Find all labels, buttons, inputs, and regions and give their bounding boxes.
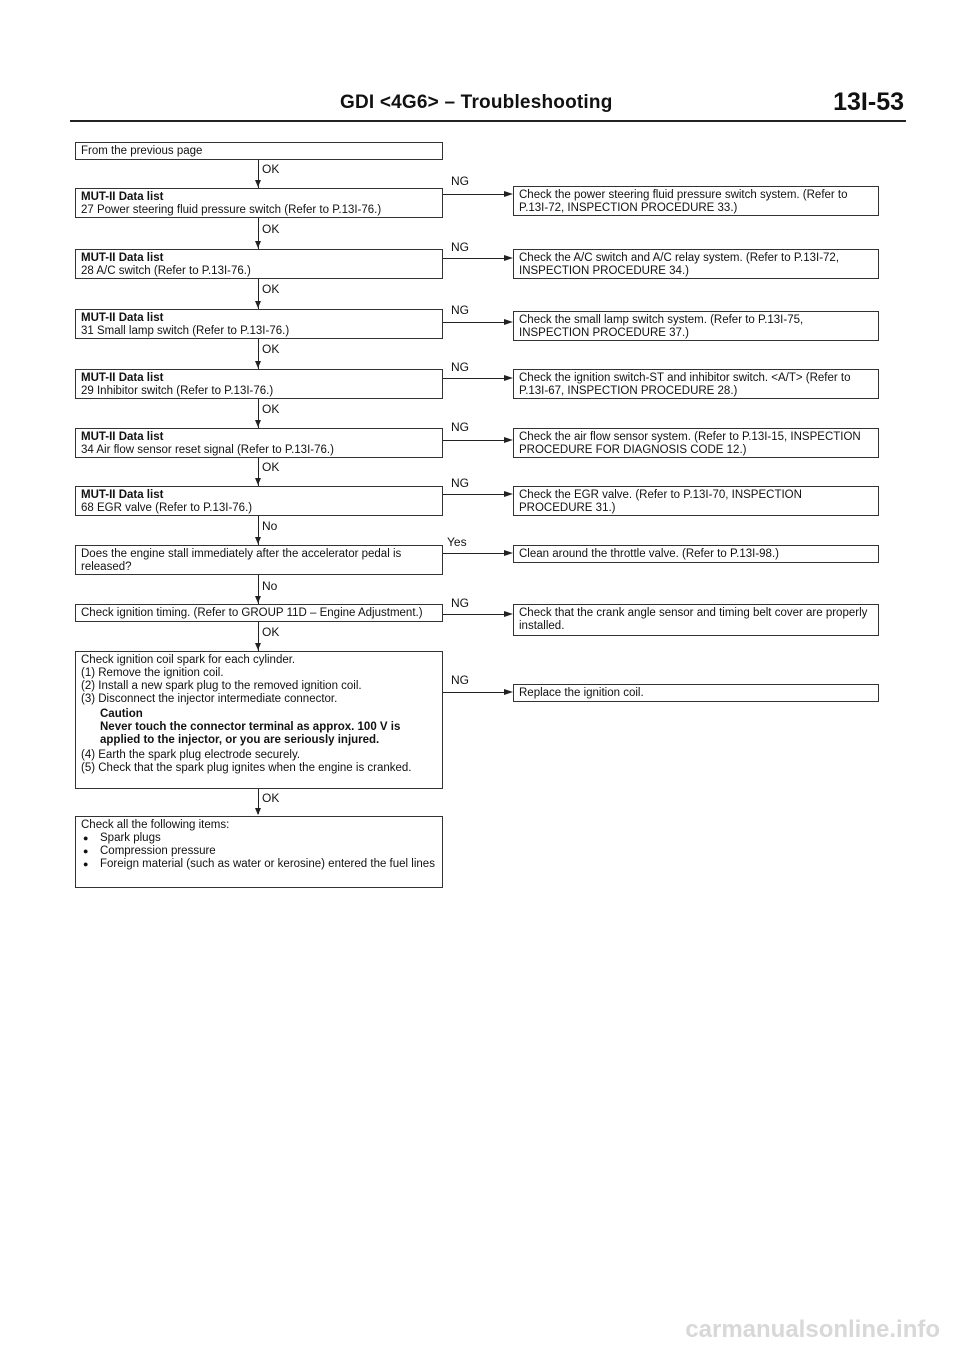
step-title-4: MUT-II Data list [81, 431, 164, 443]
result-box-7 [513, 604, 879, 636]
down-arrow-4 [255, 420, 261, 427]
ignition-check-box [75, 651, 443, 789]
step-title-5: MUT-II Data list [81, 489, 164, 501]
result-box-6 [513, 545, 879, 563]
ng-line-8 [443, 692, 505, 693]
right-arrow-5 [504, 491, 513, 497]
step-text-1: 28 A/C switch (Refer to P.13I-76.) [81, 265, 251, 277]
result-box-2 [513, 311, 879, 341]
right-arrow-7 [504, 611, 513, 617]
right-arrow-2 [504, 319, 513, 325]
down-arrow-5 [255, 478, 261, 485]
ok-label-6: No [262, 519, 278, 533]
result-box-8 [513, 684, 879, 702]
ok-label-5: OK [262, 460, 280, 474]
result-text-1: Check the A/C switch and A/C relay system. (Refer to P.13I-72, INSPECTION PROCEDURE 34.) [519, 252, 840, 277]
final-item-2: ● Foreign material (such as water or kerosine) entered the fuel lines [81, 858, 437, 871]
watermark: carmanualsonline.info [685, 1316, 940, 1343]
ok-label-4: OK [262, 402, 280, 416]
down-arrow-3 [255, 361, 261, 368]
step-box-5 [75, 486, 443, 516]
ignition-line-3: (3) Disconnect the injector intermediate connector. [81, 693, 338, 705]
result-box-3 [513, 369, 879, 399]
result-text-3: Check the ignition switch-ST and inhibitor switch. <A/T> (Refer to P.13I-67, INSPECTION PROCEDURE 28.) [519, 372, 851, 397]
step-box-7 [75, 604, 443, 622]
start-text: From the previous page [81, 145, 203, 157]
ng-line-6 [443, 553, 505, 554]
result-box-1 [513, 249, 879, 279]
down-arrow-7 [255, 596, 261, 603]
result-text-4: Check the air flow sensor system. (Refer to P.13I-15, INSPECTION PROCEDURE FOR DIAGNOSIS CODE 12.) [519, 431, 861, 456]
step-text-4: 34 Air flow sensor reset signal (Refer to P.13I-76.) [81, 444, 334, 456]
final-item-0: ● Spark plugs [81, 832, 437, 845]
result-text-2: Check the small lamp switch system. (Refer to P.13I-75, INSPECTION PROCEDURE 37.) [519, 314, 804, 339]
right-arrow-8 [504, 689, 513, 695]
caution-text: Never touch the connector terminal as approx. 100 V is applied to the injector, or you are seriously injured. [100, 721, 401, 746]
start-box [75, 142, 443, 160]
final-intro: Check all the following items: [81, 819, 230, 831]
down-arrow-6 [255, 537, 261, 544]
down-arrow-2 [255, 301, 261, 308]
step-box-2 [75, 309, 443, 339]
ng-label-2: NG [451, 303, 469, 317]
ng-label-0: NG [451, 174, 469, 188]
ignition-line-4: (4) Earth the spark plug electrode securely. [81, 749, 301, 761]
step-box-4 [75, 428, 443, 458]
step-box-3 [75, 369, 443, 399]
ng-label-3: NG [451, 360, 469, 374]
step-box-6 [75, 545, 443, 575]
down-arrow-1 [255, 241, 261, 248]
step-title-1: MUT-II Data list [81, 252, 164, 264]
right-arrow-1 [504, 255, 513, 261]
down-arrow-0 [255, 180, 261, 187]
ng-line-2 [443, 322, 505, 323]
ng-line-1 [443, 258, 505, 259]
down-arrow-9 [255, 808, 261, 815]
step-text-6: Does the engine stall immediately after the accelerator pedal is released? [81, 548, 402, 573]
ng-line-5 [443, 494, 505, 495]
result-text-0: Check the power steering fluid pressure switch system. (Refer to P.13I-72, INSPECTION PROCEDURE 33.) [519, 189, 848, 214]
down-arrow-8 [255, 643, 261, 650]
ok-label-7: No [262, 579, 278, 593]
page-title: GDI <4G6> – Troubleshooting [340, 92, 613, 113]
step-title-3: MUT-II Data list [81, 372, 164, 384]
ng-label-6: Yes [447, 535, 467, 549]
ignition-line-5: (5) Check that the spark plug ignites when the engine is cranked. [81, 762, 412, 774]
step-text-3: 29 Inhibitor switch (Refer to P.13I-76.) [81, 385, 274, 397]
result-text-6: Clean around the throttle valve. (Refer to P.13I-98.) [519, 548, 779, 560]
right-arrow-0 [504, 191, 513, 197]
result-text-8: Replace the ignition coil. [519, 687, 644, 699]
ok-label-2: OK [262, 282, 280, 296]
step-text-0: 27 Power steering fluid pressure switch (Refer to P.13I-76.) [81, 204, 382, 216]
result-box-5 [513, 486, 879, 516]
final-check-box [75, 816, 443, 888]
result-box-4 [513, 428, 879, 458]
result-box-0 [513, 186, 879, 216]
ng-label-8: NG [451, 673, 469, 687]
ok-label-9: OK [262, 791, 280, 805]
final-item-1: ● Compression pressure [81, 845, 437, 858]
ng-line-4 [443, 440, 505, 441]
page-number: 13I-53 [833, 88, 904, 116]
ok-label-1: OK [262, 222, 280, 236]
ignition-line-0: Check ignition coil spark for each cylinder. [81, 654, 296, 666]
step-title-2: MUT-II Data list [81, 312, 164, 324]
step-text-2: 31 Small lamp switch (Refer to P.13I-76.) [81, 325, 290, 337]
step-box-1 [75, 249, 443, 279]
ok-label-3: OK [262, 342, 280, 356]
step-text-7: Check ignition timing. (Refer to GROUP 11D – Engine Adjustment.) [81, 607, 423, 619]
ng-label-1: NG [451, 240, 469, 254]
ok-label-0: OK [262, 162, 280, 176]
ignition-line-1: (1) Remove the ignition coil. [81, 667, 224, 679]
right-arrow-3 [504, 375, 513, 381]
right-arrow-6 [504, 550, 513, 556]
result-text-7: Check that the crank angle sensor and timing belt cover are properly installed. [519, 607, 868, 632]
ng-line-0 [443, 194, 505, 195]
ng-label-4: NG [451, 420, 469, 434]
caution-title: Caution [100, 708, 143, 720]
right-arrow-4 [504, 437, 513, 443]
ng-label-7: NG [451, 596, 469, 610]
ng-line-3 [443, 378, 505, 379]
ignition-line-2: (2) Install a new spark plug to the removed ignition coil. [81, 680, 362, 692]
header-rule [70, 120, 906, 122]
ng-label-5: NG [451, 476, 469, 490]
ok-label-8: OK [262, 625, 280, 639]
step-text-5: 68 EGR valve (Refer to P.13I-76.) [81, 502, 253, 514]
step-box-0 [75, 188, 443, 218]
ng-line-7 [443, 614, 505, 615]
step-title-0: MUT-II Data list [81, 191, 164, 203]
result-text-5: Check the EGR valve. (Refer to P.13I-70, INSPECTION PROCEDURE 31.) [519, 489, 802, 514]
